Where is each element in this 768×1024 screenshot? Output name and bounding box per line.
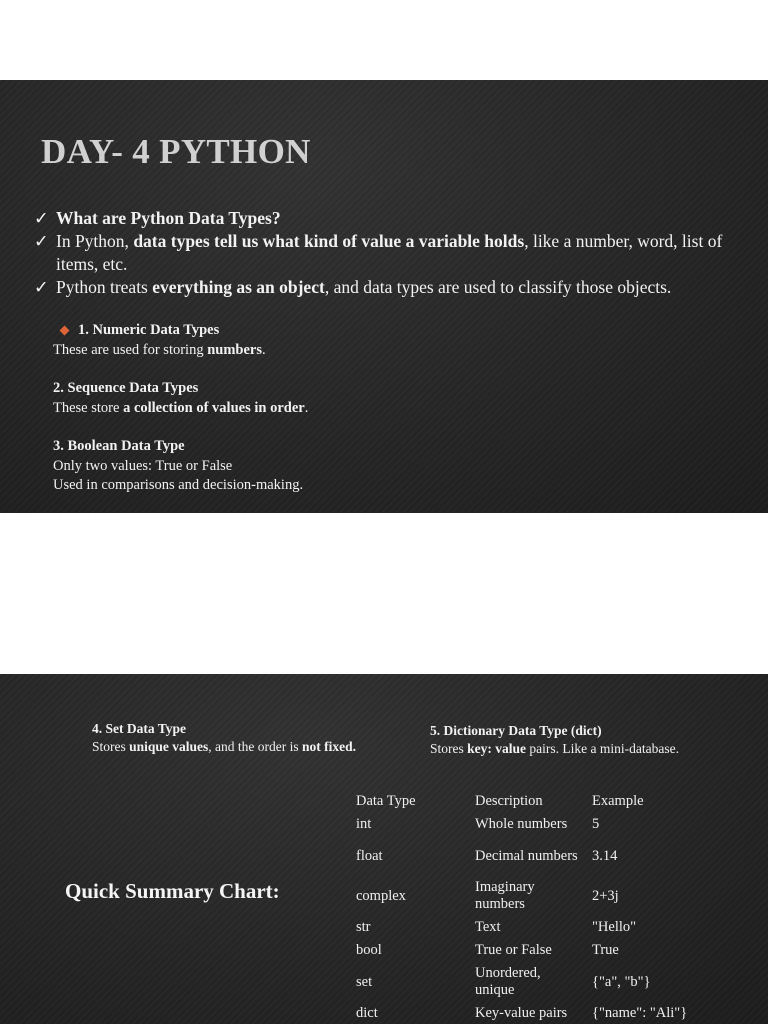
table-cell: bool [356, 942, 382, 958]
checkmark-icon: ✓ [34, 231, 49, 251]
bullet-text: Python treats [56, 277, 153, 297]
table-cell: str [356, 919, 371, 935]
section-text: . [262, 341, 266, 358]
bullet-text: , like a number, word, list of items, etc. [56, 231, 723, 274]
section-bold-text: numbers [207, 341, 263, 358]
bullet-item [34, 230, 744, 276]
table-cell: {"name": "Ali"} [592, 1005, 688, 1021]
table-row [350, 939, 748, 962]
section-text: These are used for storing [53, 341, 208, 358]
bullet-text: What are Python Data Types? [56, 208, 281, 228]
section-bold-text: not fixed. [302, 739, 357, 754]
table-cell: set [356, 973, 373, 990]
table-cell: "Hello" [592, 919, 637, 935]
section-text: , and the order is [208, 739, 303, 754]
section-heading: 4. Set Data Type [92, 721, 186, 736]
section-text: Stores [430, 741, 468, 756]
section-text: These store [53, 399, 124, 416]
section-text: Used in comparisons and decision-making. [53, 477, 304, 493]
table-row [350, 962, 748, 1002]
table-row [350, 1002, 748, 1024]
table-cell: True or False [475, 942, 552, 958]
section-text: pairs. Like a mini-database. [526, 741, 679, 756]
table-cell: complex [356, 887, 406, 904]
section-heading: 1. Numeric Data Types [78, 322, 220, 338]
table-header-row [350, 790, 748, 813]
section-bold-text: unique values [129, 739, 209, 754]
table-cell: dict [356, 1005, 378, 1021]
set-type-section [92, 720, 356, 756]
data-types-table [350, 790, 748, 1024]
table-cell: Imaginary numbers [475, 879, 535, 912]
table-cell: Key-value pairs [475, 1005, 568, 1021]
dict-type-section [430, 722, 679, 758]
table-cell: Decimal numbers [475, 847, 578, 864]
bullet-bold-text: everything as an object [152, 277, 325, 297]
table-row [350, 916, 748, 939]
table-cell: Whole numbers [475, 816, 568, 832]
table-cell: True [592, 942, 619, 958]
section-bold-text: a collection of values in order [123, 399, 305, 416]
section-heading: 3. Boolean Data Type [53, 438, 185, 454]
bullet-bold-text: data types tell us what kind of value a variable holds [133, 231, 525, 251]
table-header-cell: Data Type [356, 793, 416, 809]
section-heading: 5. Dictionary Data Type (dict) [430, 723, 602, 738]
table-cell: float [356, 847, 383, 864]
table-header-cell: Example [592, 793, 644, 809]
table-cell: 3.14 [592, 847, 618, 864]
table-row [350, 813, 748, 836]
table-cell: 2+3j [592, 887, 619, 904]
checkmark-icon: ✓ [34, 208, 49, 228]
table-header-cell: Description [475, 793, 543, 809]
table-cell: {"a", "b"} [592, 973, 651, 990]
table-row [350, 876, 748, 916]
section-text: . [304, 399, 309, 416]
bullet-list [34, 207, 744, 299]
section-bold-text: key: value [467, 741, 526, 756]
bullet-item [34, 276, 744, 299]
slide-day4-python [0, 80, 768, 513]
table-cell: Text [475, 919, 501, 935]
section-heading: 2. Sequence Data Types [53, 380, 199, 396]
bullet-text: In Python, [56, 231, 134, 251]
summary-title: Quick Summary Chart: [65, 879, 280, 903]
section-text: Only two values: True or False [53, 457, 233, 474]
table-cell: int [356, 816, 372, 832]
checkmark-icon: ✓ [34, 277, 49, 297]
bullet-text: , and data types are used to classify those objects. [324, 277, 672, 297]
sequence-types-section [53, 379, 308, 418]
table-cell: 5 [592, 816, 600, 832]
table-cell: Unordered, unique [475, 965, 541, 998]
section-text: Stores [92, 739, 130, 754]
slide-data-types-summary [0, 674, 768, 1024]
slide-title: DAY- 4 PYTHON [41, 132, 311, 171]
boolean-type-section [53, 437, 303, 496]
bullet-item [34, 207, 744, 230]
table-row [350, 836, 748, 876]
diamond-bullet-icon [60, 325, 70, 335]
numeric-types-section [53, 321, 266, 360]
